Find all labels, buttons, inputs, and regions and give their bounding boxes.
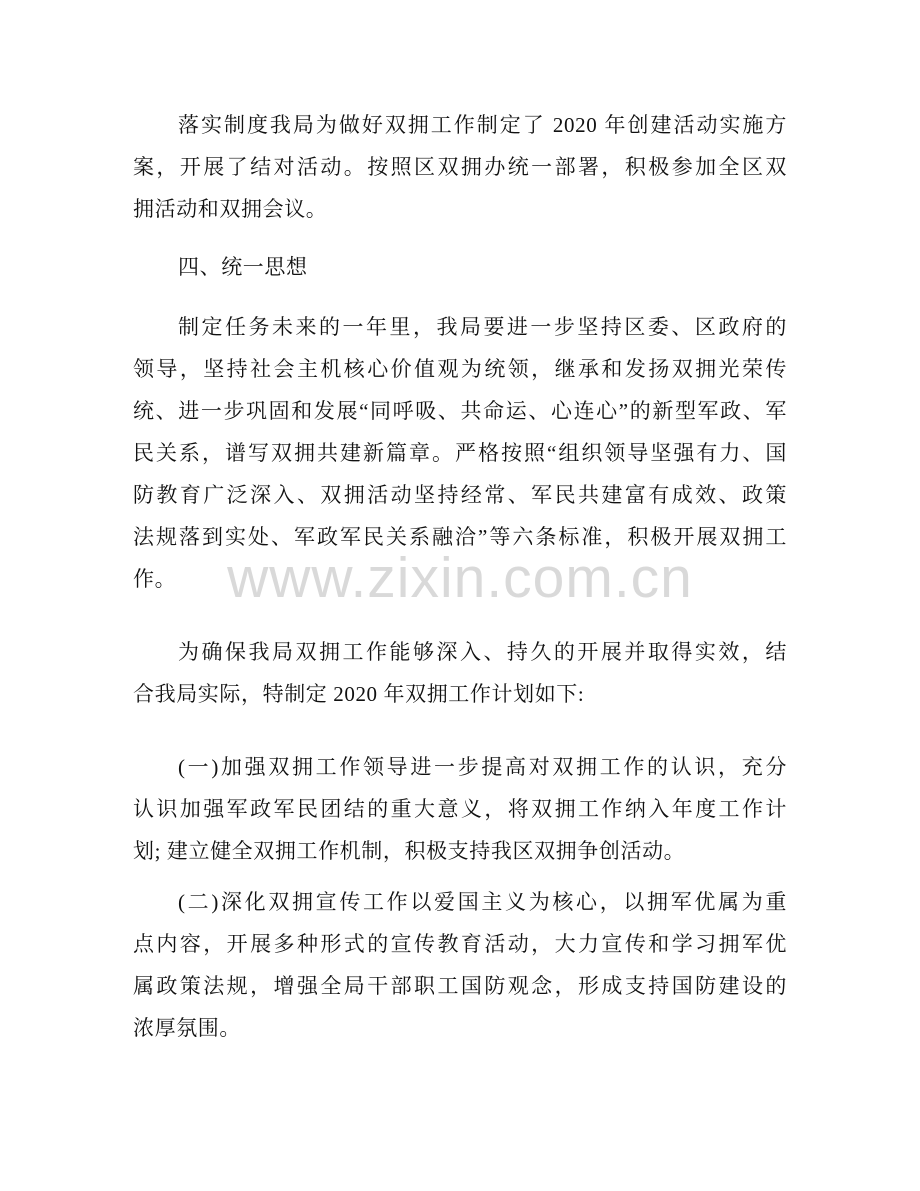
- text-line: 合我局实际，特制定 2020 年双拥工作计划如下:: [133, 682, 585, 706]
- text-line: 案，开展了结对活动。按照区双拥办统一部署，积极参加全区双: [133, 155, 787, 179]
- text-line: 浓厚氛围。: [133, 1016, 241, 1040]
- section-heading-text: 四、统一思想: [178, 255, 308, 279]
- paragraph-plan-intro: [133, 631, 787, 715]
- text-line: 为确保我局双拥工作能够深入、持久的开展并取得实效，结: [178, 640, 787, 664]
- text-line: 属政策法规，增强全局干部职工国防观念，形成支持国防建设的: [133, 974, 787, 998]
- text-line: (二)深化双拥宣传工作以爱国主义为核心，以拥军优属为重: [178, 890, 787, 914]
- paragraph-implementation-system: [133, 104, 787, 230]
- text-line: 统、进一步巩固和发展“同呼吸、共命运、心连心”的新型军政、军: [133, 399, 787, 423]
- text-line: 落实制度我局为做好双拥工作制定了 2020 年创建活动实施方: [178, 113, 787, 137]
- text-line: 领导，坚持社会主机核心价值观为统领，继承和发扬双拥光荣传: [133, 357, 787, 381]
- paragraph-tasks: [133, 306, 787, 600]
- text-line: 划; 建立健全双拥工作机制，积极支持我区双拥争创活动。: [133, 839, 686, 863]
- text-line: 制定任务未来的一年里，我局要进一步坚持区委、区政府的: [178, 315, 787, 339]
- text-line: 防教育广泛深入、双拥活动坚持经常、军民共建富有成效、政策: [133, 483, 787, 507]
- text-line: 作。: [133, 567, 177, 591]
- text-line: 民关系，谱写双拥共建新篇章。严格按照“组织领导坚强有力、国: [133, 441, 787, 465]
- text-line: 拥活动和双拥会议。: [133, 197, 328, 221]
- watermark: www.zixin.com.cn: [227, 546, 693, 610]
- section-heading: [133, 246, 787, 288]
- paragraph-item-1: [133, 746, 787, 872]
- text-line: 认识加强军政军民团结的重大意义，将双拥工作纳入年度工作计: [133, 797, 787, 821]
- paragraph-item-2: [133, 881, 787, 1049]
- text-line: 点内容，开展多种形式的宣传教育活动，大力宣传和学习拥军优: [133, 932, 787, 956]
- text-line: (一)加强双拥工作领导进一步提高对双拥工作的认识，充分: [178, 755, 787, 779]
- text-line: 法规落到实处、军政军民关系融洽”等六条标准，积极开展双拥工: [133, 525, 787, 549]
